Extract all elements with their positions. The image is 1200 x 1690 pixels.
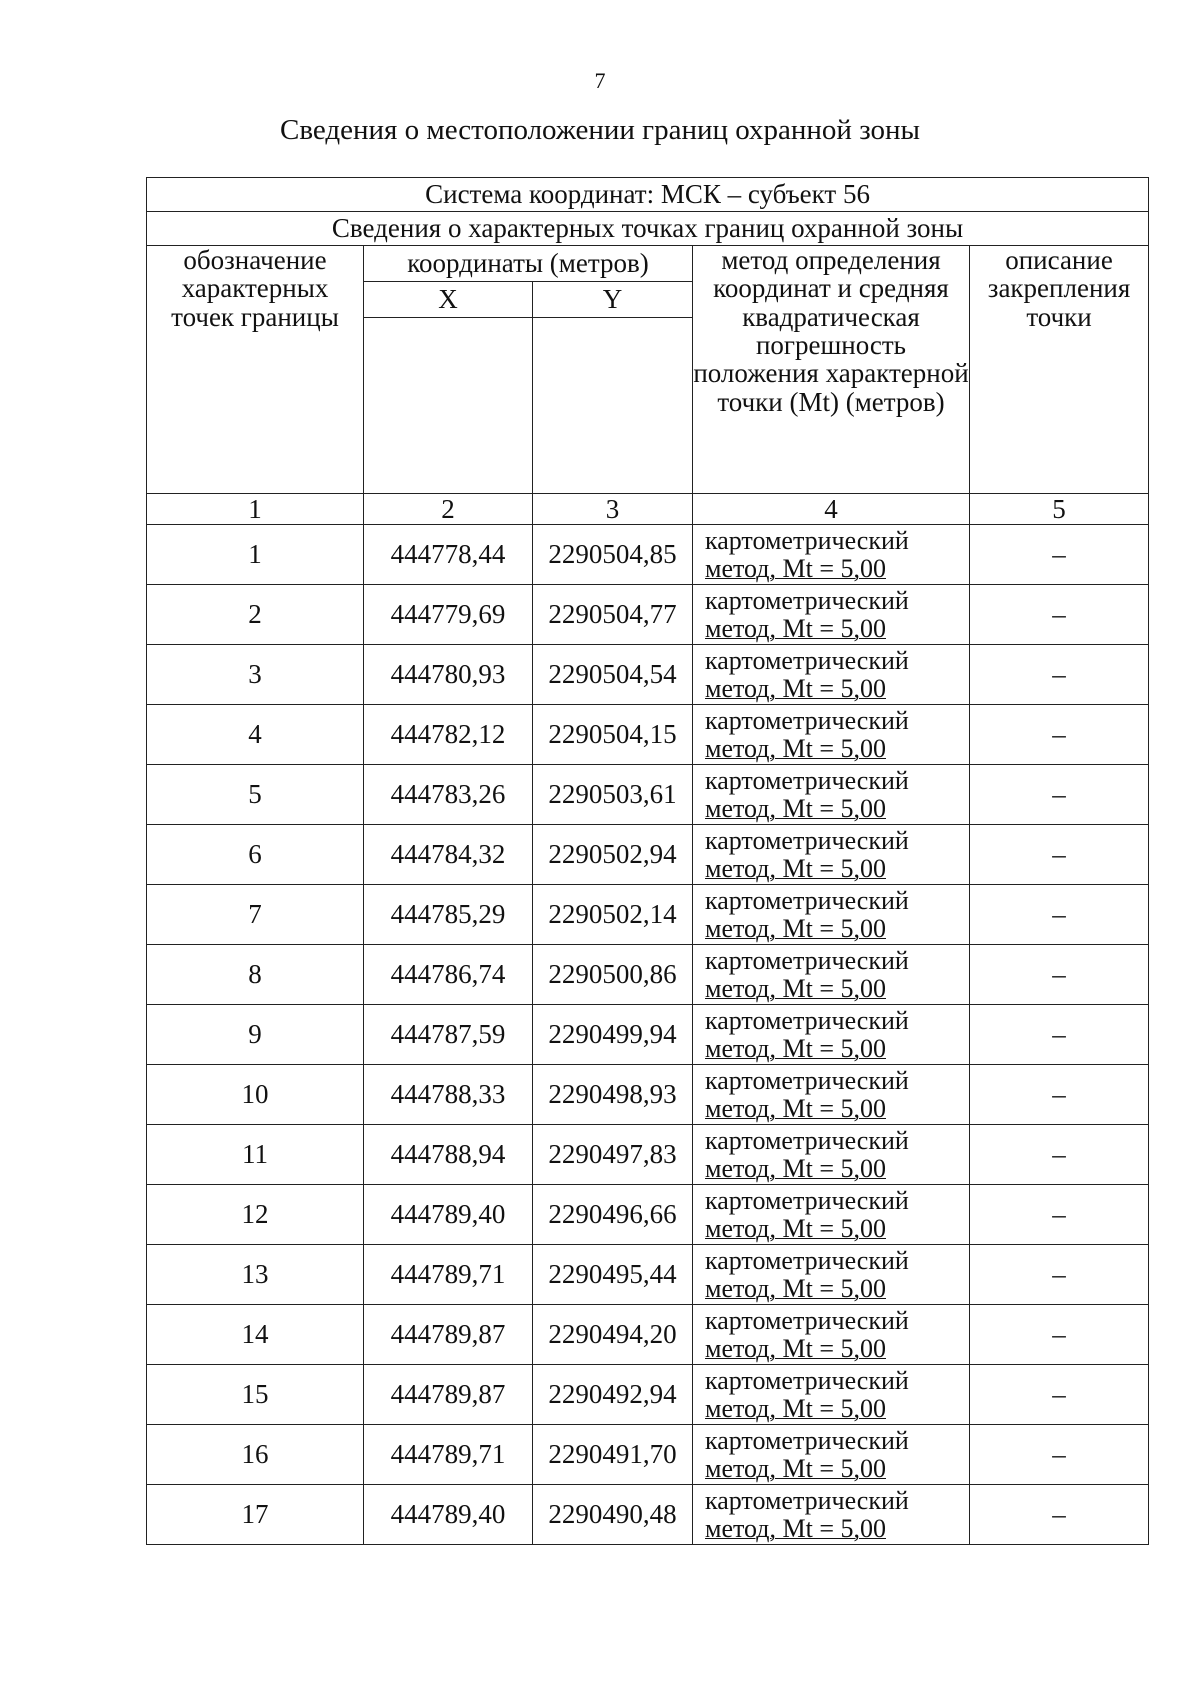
header-y-spacer bbox=[533, 318, 693, 494]
method-line-1: картометрический bbox=[705, 1486, 909, 1516]
method-cell bbox=[693, 645, 970, 705]
x-coordinate-cell: 444786,74 bbox=[364, 945, 533, 1005]
method-line-1: картометрический bbox=[705, 826, 909, 856]
description-cell: – bbox=[970, 1485, 1149, 1545]
method-cell bbox=[693, 525, 970, 585]
table-row bbox=[147, 1425, 1149, 1485]
method-cell bbox=[693, 705, 970, 765]
description-cell: – bbox=[970, 885, 1149, 945]
header-x-spacer bbox=[364, 318, 533, 494]
column-number: 1 bbox=[147, 494, 364, 525]
point-number-cell: 6 bbox=[147, 825, 364, 885]
description-cell: – bbox=[970, 1245, 1149, 1305]
x-coordinate-cell: 444783,26 bbox=[364, 765, 533, 825]
method-cell bbox=[693, 945, 970, 1005]
x-coordinate-cell: 444780,93 bbox=[364, 645, 533, 705]
point-number-cell: 12 bbox=[147, 1185, 364, 1245]
header-description: описание закрепления точки bbox=[970, 246, 1149, 494]
description-cell: – bbox=[970, 645, 1149, 705]
method-line-1: картометрический bbox=[705, 646, 909, 676]
method-line-2: метод, Mt = 5,00 bbox=[705, 733, 886, 763]
method-line-2: метод, Mt = 5,00 bbox=[705, 1513, 886, 1543]
x-coordinate-cell: 444784,32 bbox=[364, 825, 533, 885]
method-line-2: метод, Mt = 5,00 bbox=[705, 613, 886, 643]
table-row bbox=[147, 1005, 1149, 1065]
column-numbers-row bbox=[147, 494, 1149, 525]
description-cell: – bbox=[970, 1005, 1149, 1065]
point-number-cell: 11 bbox=[147, 1125, 364, 1185]
method-cell bbox=[693, 1185, 970, 1245]
y-coordinate-cell: 2290498,93 bbox=[533, 1065, 693, 1125]
point-number-cell: 16 bbox=[147, 1425, 364, 1485]
method-line-1: картометрический bbox=[705, 1246, 909, 1276]
method-line-2: метод, Mt = 5,00 bbox=[705, 853, 886, 883]
method-line-2: метод, Mt = 5,00 bbox=[705, 1213, 886, 1243]
point-number-cell: 14 bbox=[147, 1305, 364, 1365]
table-subtitle-cell: Сведения о характерных точках границ охранной зоны bbox=[147, 212, 1149, 246]
column-number: 5 bbox=[970, 494, 1149, 525]
method-cell bbox=[693, 585, 970, 645]
description-cell: – bbox=[970, 1185, 1149, 1245]
column-number: 2 bbox=[364, 494, 533, 525]
y-coordinate-cell: 2290502,14 bbox=[533, 885, 693, 945]
y-coordinate-cell: 2290491,70 bbox=[533, 1425, 693, 1485]
table-row bbox=[147, 1185, 1149, 1245]
table-row bbox=[147, 1125, 1149, 1185]
y-coordinate-cell: 2290497,83 bbox=[533, 1125, 693, 1185]
x-coordinate-cell: 444789,40 bbox=[364, 1485, 533, 1545]
table-row bbox=[147, 585, 1149, 645]
point-number-cell: 9 bbox=[147, 1005, 364, 1065]
table-row bbox=[147, 1485, 1149, 1545]
header-row bbox=[147, 246, 1149, 282]
point-number-cell: 2 bbox=[147, 585, 364, 645]
method-line-1: картометрический bbox=[705, 766, 909, 796]
y-coordinate-cell: 2290500,86 bbox=[533, 945, 693, 1005]
description-cell: – bbox=[970, 525, 1149, 585]
method-line-2: метод, Mt = 5,00 bbox=[705, 1153, 886, 1183]
column-number: 4 bbox=[693, 494, 970, 525]
method-line-2: метод, Mt = 5,00 bbox=[705, 973, 886, 1003]
y-coordinate-cell: 2290492,94 bbox=[533, 1365, 693, 1425]
table-row bbox=[147, 945, 1149, 1005]
table-row bbox=[147, 1365, 1149, 1425]
y-coordinate-cell: 2290502,94 bbox=[533, 825, 693, 885]
table-row bbox=[147, 825, 1149, 885]
header-coordinates: координаты (метров) bbox=[364, 246, 693, 282]
table-row bbox=[147, 1245, 1149, 1305]
method-line-2: метод, Mt = 5,00 bbox=[705, 1273, 886, 1303]
y-coordinate-cell: 2290496,66 bbox=[533, 1185, 693, 1245]
method-cell bbox=[693, 1005, 970, 1065]
x-coordinate-cell: 444789,40 bbox=[364, 1185, 533, 1245]
x-coordinate-cell: 444789,71 bbox=[364, 1245, 533, 1305]
point-number-cell: 3 bbox=[147, 645, 364, 705]
y-coordinate-cell: 2290499,94 bbox=[533, 1005, 693, 1065]
method-line-2: метод, Mt = 5,00 bbox=[705, 793, 886, 823]
method-line-2: метод, Mt = 5,00 bbox=[705, 1333, 886, 1363]
point-number-cell: 5 bbox=[147, 765, 364, 825]
method-cell bbox=[693, 1125, 970, 1185]
description-cell: – bbox=[970, 705, 1149, 765]
x-coordinate-cell: 444789,87 bbox=[364, 1305, 533, 1365]
method-cell bbox=[693, 1245, 970, 1305]
description-cell: – bbox=[970, 1125, 1149, 1185]
x-coordinate-cell: 444789,71 bbox=[364, 1425, 533, 1485]
page-number: 7 bbox=[594, 68, 606, 93]
description-cell: – bbox=[970, 825, 1149, 885]
x-coordinate-cell: 444782,12 bbox=[364, 705, 533, 765]
x-coordinate-cell: 444779,69 bbox=[364, 585, 533, 645]
point-number-cell: 1 bbox=[147, 525, 364, 585]
table-subtitle-row bbox=[147, 212, 1149, 246]
description-cell: – bbox=[970, 1365, 1149, 1425]
method-cell bbox=[693, 825, 970, 885]
y-coordinate-cell: 2290504,77 bbox=[533, 585, 693, 645]
method-line-1: картометрический bbox=[705, 1066, 909, 1096]
point-number-cell: 8 bbox=[147, 945, 364, 1005]
point-number-cell: 15 bbox=[147, 1365, 364, 1425]
y-coordinate-cell: 2290504,85 bbox=[533, 525, 693, 585]
header-x: X bbox=[364, 282, 533, 318]
header-method: метод определения координат и средняя квадратическая погрешность положения характерной точки (Mt) (метров) bbox=[693, 246, 970, 494]
y-coordinate-cell: 2290490,48 bbox=[533, 1485, 693, 1545]
y-coordinate-cell: 2290504,54 bbox=[533, 645, 693, 705]
table-row bbox=[147, 1065, 1149, 1125]
method-line-1: картометрический bbox=[705, 706, 909, 736]
point-number-cell: 10 bbox=[147, 1065, 364, 1125]
method-line-1: картометрический bbox=[705, 1126, 909, 1156]
method-cell bbox=[693, 765, 970, 825]
x-coordinate-cell: 444788,33 bbox=[364, 1065, 533, 1125]
table-row bbox=[147, 645, 1149, 705]
method-line-2: метод, Mt = 5,00 bbox=[705, 1033, 886, 1063]
method-line-1: картометрический bbox=[705, 586, 909, 616]
method-line-1: картометрический bbox=[705, 1306, 909, 1336]
method-line-2: метод, Mt = 5,00 bbox=[705, 1453, 886, 1483]
method-cell bbox=[693, 1305, 970, 1365]
method-line-1: картометрический bbox=[705, 946, 909, 976]
table-row bbox=[147, 765, 1149, 825]
method-line-1: картометрический bbox=[705, 1006, 909, 1036]
point-number-cell: 13 bbox=[147, 1245, 364, 1305]
coordinate-system-cell: Система координат: МСК – субъект 56 bbox=[147, 178, 1149, 212]
method-cell bbox=[693, 1425, 970, 1485]
x-coordinate-cell: 444785,29 bbox=[364, 885, 533, 945]
description-cell: – bbox=[970, 945, 1149, 1005]
method-line-1: картометрический bbox=[705, 526, 909, 556]
method-cell bbox=[693, 1485, 970, 1545]
coordinate-system-row bbox=[147, 178, 1149, 212]
header-point-designation: обозначение характерных точек границы bbox=[147, 246, 364, 494]
description-cell: – bbox=[970, 1305, 1149, 1365]
method-line-1: картометрический bbox=[705, 1366, 909, 1396]
description-cell: – bbox=[970, 765, 1149, 825]
y-coordinate-cell: 2290504,15 bbox=[533, 705, 693, 765]
description-cell: – bbox=[970, 585, 1149, 645]
x-coordinate-cell: 444789,87 bbox=[364, 1365, 533, 1425]
method-line-2: метод, Mt = 5,00 bbox=[705, 553, 886, 583]
x-coordinate-cell: 444778,44 bbox=[364, 525, 533, 585]
description-cell: – bbox=[970, 1065, 1149, 1125]
y-coordinate-cell: 2290503,61 bbox=[533, 765, 693, 825]
x-coordinate-cell: 444787,59 bbox=[364, 1005, 533, 1065]
point-number-cell: 7 bbox=[147, 885, 364, 945]
table-row bbox=[147, 525, 1149, 585]
method-cell bbox=[693, 885, 970, 945]
coordinates-table bbox=[146, 177, 1149, 1545]
y-coordinate-cell: 2290494,20 bbox=[533, 1305, 693, 1365]
method-line-2: метод, Mt = 5,00 bbox=[705, 1393, 886, 1423]
method-cell bbox=[693, 1065, 970, 1125]
method-line-2: метод, Mt = 5,00 bbox=[705, 913, 886, 943]
column-number: 3 bbox=[533, 494, 693, 525]
x-coordinate-cell: 444788,94 bbox=[364, 1125, 533, 1185]
method-line-1: картометрический bbox=[705, 1186, 909, 1216]
method-line-2: метод, Mt = 5,00 bbox=[705, 1093, 886, 1123]
table-row bbox=[147, 1305, 1149, 1365]
table-row bbox=[147, 705, 1149, 765]
page-title: Сведения о местоположении границ охранной зоны bbox=[279, 114, 920, 146]
table-row bbox=[147, 885, 1149, 945]
method-line-1: картометрический bbox=[705, 1426, 909, 1456]
method-line-1: картометрический bbox=[705, 886, 909, 916]
y-coordinate-cell: 2290495,44 bbox=[533, 1245, 693, 1305]
method-cell bbox=[693, 1365, 970, 1425]
point-number-cell: 4 bbox=[147, 705, 364, 765]
header-y: Y bbox=[533, 282, 693, 318]
point-number-cell: 17 bbox=[147, 1485, 364, 1545]
description-cell: – bbox=[970, 1425, 1149, 1485]
method-line-2: метод, Mt = 5,00 bbox=[705, 673, 886, 703]
